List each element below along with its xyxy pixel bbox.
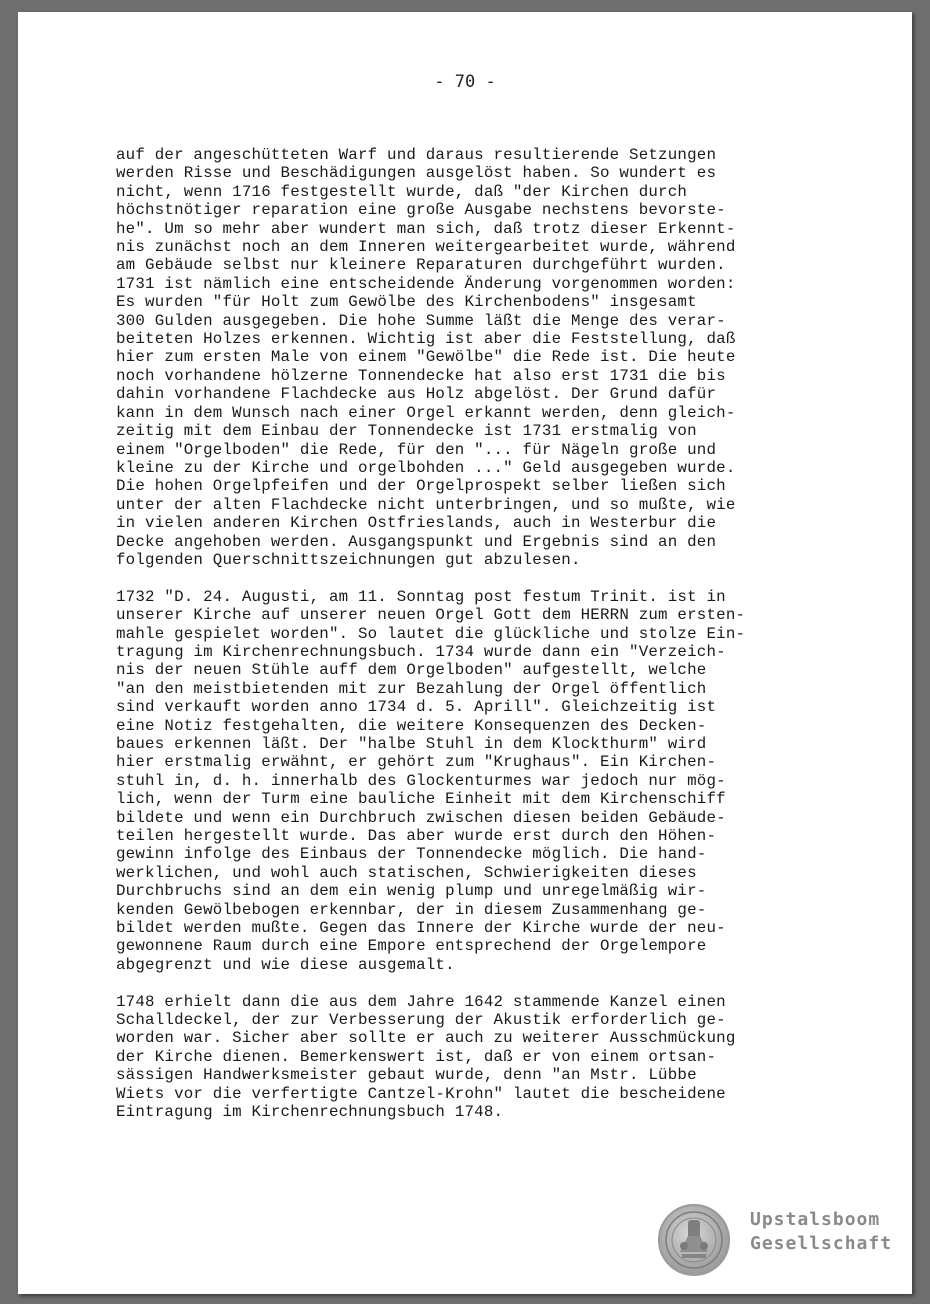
text-line: auf der angeschütteten Warf und daraus resultierende Setzungen — [116, 146, 717, 164]
text-line: he". Um so mehr aber wundert man sich, daß trotz dieser Erkennt- — [116, 219, 736, 238]
text-line: "an den meistbietenden mit zur Bezahlung der Orgel öffentlich — [116, 679, 707, 698]
document-page — [18, 12, 912, 1294]
text-line: werklichen, und wohl auch statischen, Schwierigkeiten dieses — [116, 863, 697, 882]
text-line: Wiets vor die verfertigte Cantzel-Krohn" lautet die bescheidene — [116, 1084, 726, 1103]
text-line: kann in dem Wunsch nach einer Orgel erkannt werden, denn gleich- — [116, 403, 736, 422]
text-line: nis der neuen Stühle auff dem Orgelboden" aufgestellt, welche — [116, 661, 707, 680]
text-line: einem "Orgelboden" die Rede, für den "... für Nägeln große und — [116, 440, 717, 459]
body-text — [116, 146, 846, 1122]
text-line: bildete und wenn ein Durchbruch zwischen diesen beiden Gebäude- — [116, 808, 726, 827]
society-logo — [658, 1204, 898, 1280]
text-line: eine Notiz festgehalten, die weitere Konsequenzen des Decken- — [116, 716, 707, 735]
paragraph-2 — [116, 588, 846, 975]
logo-line-1: Upstalsboom — [750, 1209, 881, 1230]
text-line: 300 Gulden ausgegeben. Die hohe Summe läßt die Menge des verar- — [116, 311, 726, 330]
page-number: - 70 - — [434, 72, 496, 92]
text-line: teilen hergestellt wurde. Das aber wurde erst durch den Höhen- — [116, 827, 717, 846]
paragraph-3 — [116, 993, 846, 1122]
text-line: unserer Kirche auf unserer neuen Orgel Gott dem HERRN zum ersten- — [116, 606, 746, 625]
text-line: unter der alten Flachdecke nicht unterbringen, und so mußte, wie — [116, 495, 736, 514]
text-line: sind verkauft worden anno 1734 d. 5. Aprill". Gleichzeitig ist — [116, 698, 717, 717]
text-line: beiteten Holzes erkennen. Wichtig ist aber die Feststellung, daß — [116, 330, 736, 349]
text-line: bildet werden mußte. Gegen das Innere der Kirche wurde der neu- — [116, 919, 726, 938]
text-line: höchstnötiger reparation eine große Ausgabe nechstens bevorste- — [116, 201, 726, 220]
text-line: Schalldeckel, der zur Verbesserung der Akustik erforderlich ge- — [116, 1011, 726, 1030]
text-line: kenden Gewölbebogen erkennbar, der in diesem Zusammenhang ge- — [116, 900, 707, 919]
text-line: abgegrenzt und wie diese ausgemalt. — [116, 955, 455, 974]
text-line: mahle gespielet worden". So lautet die glückliche und stolze Ein- — [116, 624, 746, 643]
text-line: stuhl in, d. h. innerhalb des Glockenturmes war jedoch nur mög- — [116, 771, 726, 790]
text-line: Decke angehoben werden. Ausgangspunkt und Ergebnis sind an den — [116, 532, 717, 551]
text-line: in vielen anderen Kirchen Ostfrieslands, auch in Westerbur die — [116, 514, 717, 533]
text-line: werden Risse und Beschädigungen ausgelöst haben. So wundert es — [116, 164, 717, 183]
text-line: gewinn infolge des Einbaus der Tonnendecke möglich. Die hand- — [116, 845, 707, 864]
text-line: nis zunächst noch an dem Inneren weitergearbeitet wurde, während — [116, 238, 736, 257]
seal-icon — [658, 1204, 730, 1276]
text-line: sässigen Handwerksmeister gebaut wurde, denn "an Mstr. Lübbe — [116, 1066, 697, 1085]
text-line: tragung im Kirchenrechnungsbuch. 1734 wurde dann ein "Verzeich- — [116, 642, 726, 661]
logo-text — [750, 1208, 892, 1256]
text-line: hier erstmalig erwähnt, er gehört zum "Krughaus". Ein Kirchen- — [116, 753, 717, 772]
text-line: folgenden Querschnittszeichnungen gut abzulesen. — [116, 550, 581, 569]
text-line: 1731 ist nämlich eine entscheidende Änderung vorgenommen worden: — [116, 274, 736, 293]
text-line: Durchbruchs sind an dem ein wenig plump und unregelmäßig wir- — [116, 882, 707, 901]
text-line: 1748 erhielt dann die aus dem Jahre 1642 stammende Kanzel einen — [116, 992, 726, 1011]
paragraph-1 — [116, 146, 846, 569]
text-line: worden war. Sicher aber sollte er auch zu weiterer Ausschmückung — [116, 1029, 736, 1048]
text-line: zeitig mit dem Einbau der Tonnendecke ist 1731 erstmalig von — [116, 422, 697, 441]
text-line: der Kirche dienen. Bemerkenswert ist, daß er von einem ortsan- — [116, 1047, 717, 1066]
text-line: dahin vorhandene Flachdecke aus Holz abgelöst. Der Grund dafür — [116, 385, 717, 404]
text-line: noch vorhandene hölzerne Tonnendecke hat also erst 1731 die bis — [116, 366, 726, 385]
text-line: Eintragung im Kirchenrechnungsbuch 1748. — [116, 1103, 504, 1122]
text-line: Die hohen Orgelpfeifen und der Orgelprospekt selber ließen sich — [116, 477, 726, 496]
text-line: baues erkennen läßt. Der "halbe Stuhl in dem Klockthurm" wird — [116, 734, 707, 753]
logo-line-2: Gesellschaft — [750, 1233, 893, 1254]
text-line: gewonnene Raum durch eine Empore entsprechend der Orgelempore — [116, 937, 707, 956]
text-line: lich, wenn der Turm eine bauliche Einheit mit dem Kirchenschiff — [116, 790, 726, 809]
text-line: Es wurden "für Holt zum Gewölbe des Kirchenbodens" insgesamt — [116, 293, 697, 312]
text-line: am Gebäude selbst nur kleinere Reparaturen durchgeführt wurden. — [116, 256, 726, 275]
text-line: kleine zu der Kirche und orgelbohden ..." Geld ausgegeben wurde. — [116, 458, 736, 477]
text-line: nicht, wenn 1716 festgestellt wurde, daß "der Kirchen durch — [116, 182, 688, 201]
text-line: 1732 "D. 24. Augusti, am 11. Sonntag post festum Trinit. ist in — [116, 587, 726, 606]
text-line: hier zum ersten Male von einem "Gewölbe" die Rede ist. Die heute — [116, 348, 736, 367]
